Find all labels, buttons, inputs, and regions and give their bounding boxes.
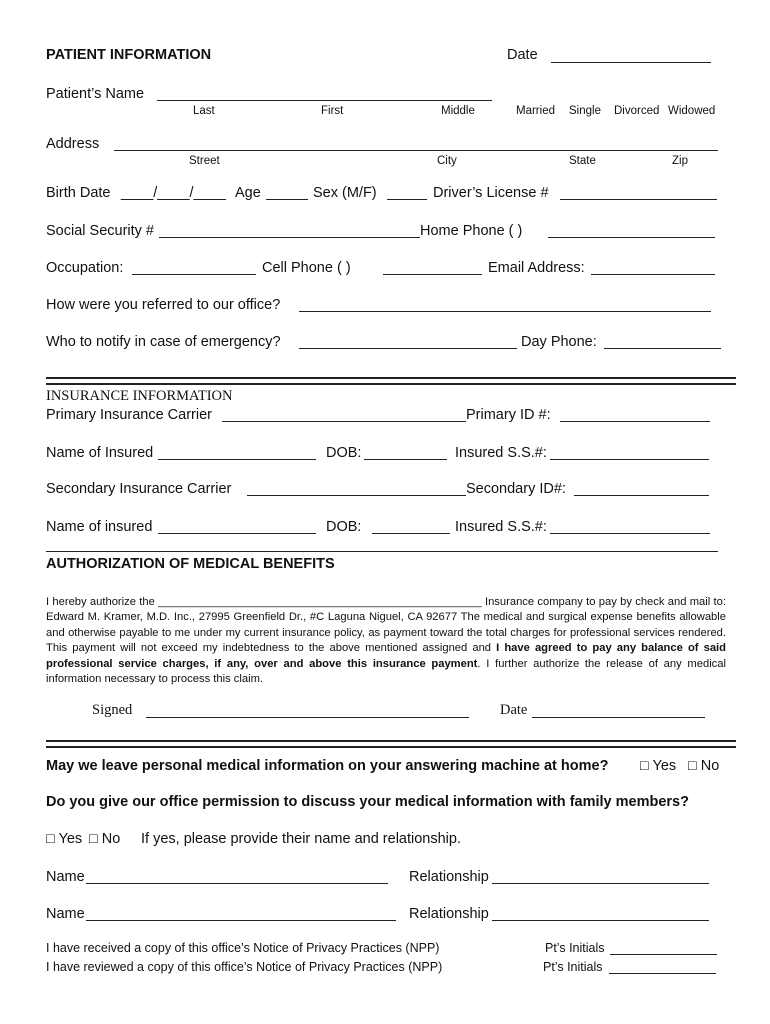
family-permission-no[interactable]: □ No [89,831,121,847]
last-caption: Last [193,105,215,117]
zip-caption: Zip [672,155,688,167]
section-divider-2 [46,740,736,748]
primary-id-field[interactable] [560,421,710,422]
marital-married[interactable]: Married [516,105,555,117]
family-permission-yes[interactable]: □ Yes [46,831,83,847]
referred-field[interactable] [299,311,711,312]
address-field[interactable] [114,150,718,151]
home-phone-label: Home Phone ( ) [420,223,523,239]
email-field[interactable] [591,274,715,275]
age-label: Age [235,185,261,201]
insured-name2-label: Name of insured [46,519,153,535]
age-field[interactable] [266,199,308,200]
authorization-text-2: . I further authorize the release of any medical information necessary to process this claim. [46,657,726,686]
answering-machine-question: May we leave personal medical information on your answering machine at home? [46,758,609,774]
patient-name-label: Patient’s Name [46,86,145,102]
marital-divorced[interactable]: Divorced [614,105,660,117]
family-name2-field[interactable] [86,920,396,921]
insured-ss2-field[interactable] [550,533,710,534]
occupation-field[interactable] [132,274,256,275]
insured-ss-field[interactable] [550,459,709,460]
secondary-id-field[interactable] [574,495,709,496]
home-phone-field[interactable] [548,237,715,238]
secondary-id-label: Secondary ID#: [466,481,566,497]
section-divider [46,377,736,385]
dob2-field[interactable] [372,533,450,534]
insured-ss-label: Insured S.S.#: [455,445,547,461]
insured-name-label: Name of Insured [46,445,154,461]
marital-single[interactable]: Single [569,105,601,117]
date-field[interactable] [551,62,711,63]
insurance-heading: INSURANCE INFORMATION [46,388,233,404]
state-caption: State [569,155,596,167]
family-permission-question: Do you give our office permission to discuss your medical information with family members? [46,794,689,810]
ssn-label: Social Security # [46,223,154,239]
relationship2-field[interactable] [492,920,709,921]
cell-phone-field[interactable] [383,274,482,275]
relationship-label: Relationship [409,869,489,885]
initials-field[interactable] [610,954,717,955]
insured-name-field[interactable] [158,459,316,460]
patient-name-field[interactable] [157,100,492,101]
drivers-license-field[interactable] [560,199,717,200]
birth-date-field[interactable]: ____/____/____ [121,185,226,201]
date-label: Date [507,47,538,63]
day-phone-field[interactable] [604,348,721,349]
dob2-label: DOB: [326,519,362,535]
npp-received-text: I have received a copy of this office’s Notice of Privacy Practices (NPP) [46,941,440,955]
dob-field[interactable] [364,459,447,460]
occupation-label: Occupation: [46,260,124,276]
insured-ss2-label: Insured S.S.#: [455,519,547,535]
insured-name2-field[interactable] [158,533,316,534]
form-title: PATIENT INFORMATION [46,47,212,63]
middle-caption: Middle [441,105,475,117]
authorization-text-bold: I have agreed to pay any balance of said professional service charges, if any, over and above this insurance payment [46,642,726,670]
relationship2-label: Relationship [409,906,489,922]
ssn-field[interactable] [159,237,420,238]
signature-field[interactable] [146,717,469,718]
npp-reviewed-text: I have reviewed a copy of this office’s Notice of Privacy Practices (NPP) [46,960,443,974]
answering-machine-yes[interactable]: □ Yes [640,758,677,774]
street-caption: Street [189,155,220,167]
emergency-field[interactable] [299,348,517,349]
sex-label: Sex (M/F) [313,185,377,201]
authorization-heading: AUTHORIZATION OF MEDICAL BENEFITS [46,556,335,572]
day-phone-label: Day Phone: [521,334,597,350]
emergency-label: Who to notify in case of emergency? [46,334,281,350]
marital-widowed[interactable]: Widowed [668,105,716,117]
cell-phone-label: Cell Phone ( ) [262,260,351,276]
secondary-carrier-label: Secondary Insurance Carrier [46,481,232,497]
secondary-carrier-field[interactable] [247,495,466,496]
address-label: Address [46,136,100,152]
primary-carrier-field[interactable] [222,421,466,422]
initials2-field[interactable] [609,973,716,974]
answering-machine-no[interactable]: □ No [688,758,720,774]
authorization-text-1: I hereby authorize the ____________________________________________________ Insurance company to pay by check and mail to: Edward M. Kramer, M.D. Inc., 27995 Greenfield Dr., #C Laguna Niguel, CA 92677 The medical and surgical expense benefits allowable and otherwise payable to me under my current insurance policy, as payment toward the total charges for professional services rendered. This payment will not exceed my indebtedness to the above mentioned assigned and [46,596,726,655]
drivers-license-label: Driver’s License # [433,185,549,201]
initials-label: Pt’s Initials [545,941,605,955]
referred-label: How were you referred to our office? [46,297,281,313]
auth-date-field[interactable] [532,717,705,718]
family-followup-text: If yes, please provide their name and relationship. [141,831,461,847]
birth-date-label: Birth Date [46,185,111,201]
signed-label: Signed [92,702,133,718]
section-rule [46,551,718,552]
initials2-label: Pt’s Initials [543,960,603,974]
email-label: Email Address: [488,260,585,276]
authorization-paragraph [46,595,726,687]
primary-carrier-label: Primary Insurance Carrier [46,407,212,423]
first-caption: First [321,105,344,117]
family-name-label: Name [46,869,85,885]
relationship-field[interactable] [492,883,709,884]
family-name-field[interactable] [86,883,388,884]
auth-date-label: Date [500,702,528,718]
primary-id-label: Primary ID #: [466,407,551,423]
sex-field[interactable] [387,199,427,200]
family-name2-label: Name [46,906,85,922]
city-caption: City [437,155,457,167]
dob-label: DOB: [326,445,362,461]
